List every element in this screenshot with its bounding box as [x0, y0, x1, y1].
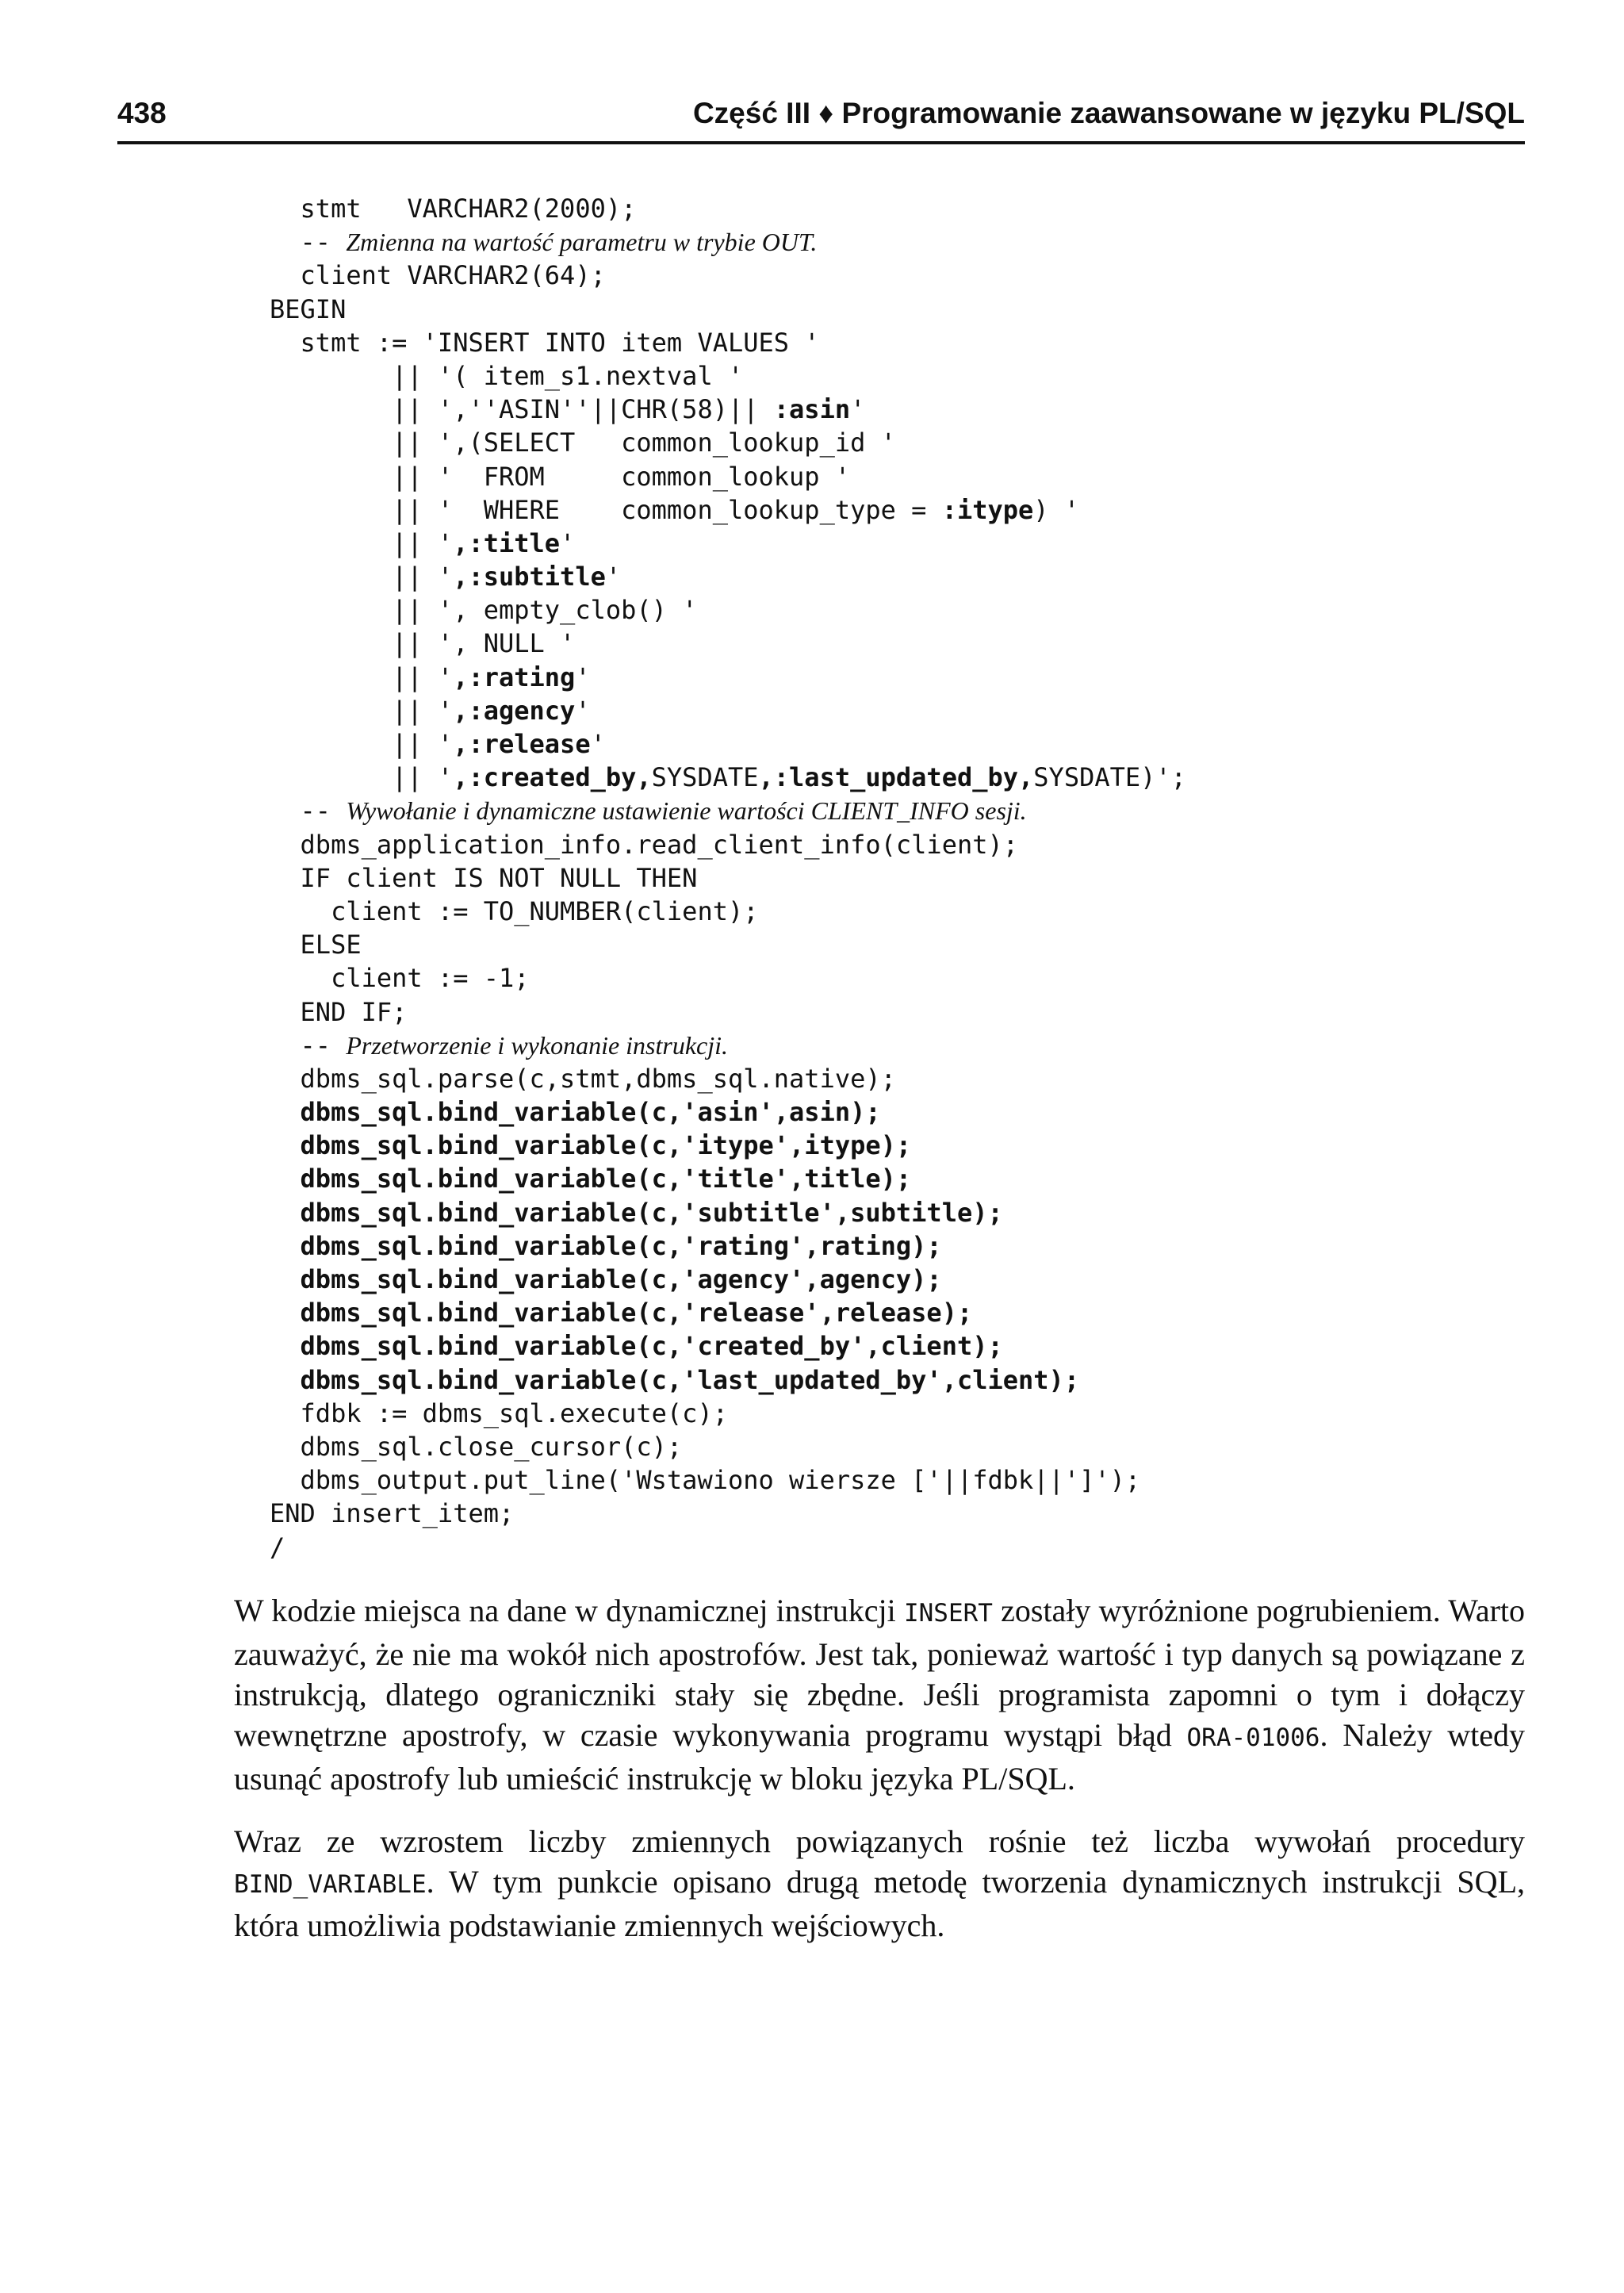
code-comment: Przetworzenie i wykonanie instrukcji.	[346, 1030, 729, 1060]
code-line	[270, 861, 1507, 895]
code-listing	[270, 192, 1507, 1564]
paragraph-text: . Należy wtedy usunąć apostrofy lub umieścić instrukcję w bloku języka PL/SQL.	[234, 1717, 1526, 1796]
code-text: || '( item_s1.nextval '	[270, 360, 744, 391]
code-line	[270, 1497, 1507, 1530]
code-text: client := -1;	[270, 963, 530, 994]
code-text: || ',(SELECT common_lookup_id '	[270, 428, 896, 458]
code-bold: :asin	[773, 394, 851, 425]
code-text: client := TO_NUMBER(client);	[270, 895, 759, 926]
code-line	[270, 1329, 1507, 1363]
code-text: '	[575, 695, 591, 726]
code-text: dbms_output.put_line('Wstawiono wiersze ['||fdbk||']');	[270, 1465, 1141, 1496]
page-header	[117, 94, 1525, 144]
code-line	[270, 794, 1507, 827]
code-line	[270, 1263, 1507, 1296]
paragraph-text: Wraz ze wzrostem liczby zmiennych powiązanych rośnie też liczba wywołań procedury	[234, 1823, 1525, 1859]
code-bold: ,:subtitle	[453, 562, 606, 592]
code-line	[270, 326, 1507, 359]
code-line	[270, 928, 1507, 961]
code-bold: dbms_sql.bind_variable(c,'itype',itype);	[270, 1130, 912, 1161]
code-line	[270, 1196, 1507, 1229]
code-text: || ' FROM common_lookup '	[270, 461, 851, 492]
code-bold: dbms_sql.bind_variable(c,'rating',rating);	[270, 1230, 942, 1261]
code-text: || '	[270, 729, 454, 759]
code-bold: dbms_sql.bind_variable(c,'subtitle',subtitle);	[270, 1197, 1003, 1228]
code-text: '	[605, 562, 622, 592]
paragraph-1	[234, 1590, 1525, 1799]
code-text: --	[270, 1030, 347, 1060]
code-bold: dbms_sql.bind_variable(c,'created_by',client);	[270, 1331, 1003, 1362]
code-bold: dbms_sql.bind_variable(c,'asin',asin);	[270, 1097, 881, 1128]
code-line	[270, 1363, 1507, 1397]
code-text: '	[575, 661, 591, 692]
code-line	[270, 1531, 1507, 1564]
code-text: END IF;	[270, 996, 408, 1027]
code-text: ) '	[1033, 494, 1080, 525]
code-line	[270, 527, 1507, 560]
code-line	[270, 1430, 1507, 1463]
inline-code: BIND_VARIABLE	[234, 1870, 427, 1899]
code-line	[270, 493, 1507, 527]
code-text: dbms_sql.parse(c,stmt,dbms_sql.native);	[270, 1063, 896, 1094]
code-bold: dbms_sql.bind_variable(c,'release',release);	[270, 1298, 973, 1329]
paragraph-text: . W tym punkcie opisano drugą metodę tworzenia dynamicznych instrukcji SQL, która umożliwia podstawianie zmiennych wejściowych.	[234, 1864, 1525, 1943]
code-line	[270, 661, 1507, 694]
page-number: 438	[117, 97, 167, 129]
code-line	[270, 727, 1507, 761]
code-text: /	[270, 1532, 285, 1563]
code-line	[270, 560, 1507, 593]
code-text: fdbk := dbms_sql.execute(c);	[270, 1398, 728, 1428]
code-bold: ,:release	[453, 729, 591, 759]
code-bold: dbms_sql.bind_variable(c,'title',title);	[270, 1164, 912, 1194]
code-text: || ' WHERE common_lookup_type =	[270, 494, 942, 525]
code-bold: ,:rating	[453, 661, 576, 692]
code-line	[270, 192, 1507, 225]
code-text: '	[590, 729, 606, 759]
code-line	[270, 1062, 1507, 1095]
code-text: || '	[270, 695, 454, 726]
code-line	[270, 259, 1507, 292]
code-line	[270, 393, 1507, 426]
code-text: || '	[270, 661, 454, 692]
code-text: --	[270, 796, 347, 826]
code-text: || ', NULL '	[270, 628, 576, 659]
code-line	[270, 1162, 1507, 1195]
code-line	[270, 1095, 1507, 1129]
paragraph-text: W kodzie miejsca na dane w dynamicznej instrukcji	[234, 1593, 904, 1628]
code-text: stmt := 'INSERT INTO item VALUES '	[270, 327, 820, 358]
code-line	[270, 1029, 1507, 1062]
code-text: IF client IS NOT NULL THEN	[270, 862, 698, 893]
code-line	[270, 1229, 1507, 1263]
code-line	[270, 1463, 1507, 1497]
code-text: || ', empty_clob() '	[270, 595, 698, 626]
code-line	[270, 460, 1507, 493]
paragraph-text: zostały wyróżnione pogrubieniem. Warto zauważyć, że nie ma wokół nich apostrofów. Jest tak, ponieważ wartość i typ danych są powiązane z instrukcją, dlatego ograniczniki stały się zbędne. Jeśli programista zapomni o tym i dołączy wewnętrzne apostrofy, w czasie wykonywania programu wystąpi błąd	[234, 1593, 1526, 1753]
code-bold: dbms_sql.bind_variable(c,'last_updated_by',client);	[270, 1364, 1080, 1395]
code-text: ELSE	[270, 930, 362, 961]
code-line	[270, 828, 1507, 861]
code-line	[270, 1397, 1507, 1430]
code-comment: Wywołanie i dynamiczne ustawienie wartości CLIENT_INFO sesji.	[346, 796, 1027, 826]
running-title: Część III ♦ Programowanie zaawansowane w języku PL/SQL	[692, 97, 1525, 129]
code-bold: ,:last_updated_by,	[758, 762, 1034, 793]
code-text: SYSDATE	[651, 762, 759, 793]
code-text: || ',''ASIN''||CHR(58)||	[270, 394, 774, 425]
code-text: '	[850, 394, 866, 425]
code-line	[270, 1296, 1507, 1329]
code-line	[270, 694, 1507, 727]
code-line	[270, 761, 1507, 794]
inline-code: INSERT	[903, 1599, 993, 1628]
code-text: dbms_application_info.read_client_info(client);	[270, 829, 1019, 860]
code-line	[270, 995, 1507, 1029]
code-line	[270, 426, 1507, 459]
code-bold: ,:title	[453, 527, 561, 558]
code-text: || '	[270, 762, 454, 793]
code-line	[270, 895, 1507, 928]
code-text: || '	[270, 562, 454, 592]
code-text: END insert_item;	[270, 1498, 515, 1529]
code-text: --	[270, 227, 347, 258]
code-line	[270, 593, 1507, 627]
code-line	[270, 359, 1507, 393]
code-text: BEGIN	[270, 293, 347, 324]
code-line	[270, 293, 1507, 326]
code-bold: ,:created_by,	[453, 762, 652, 793]
code-bold: ,:agency	[453, 695, 576, 726]
paragraph-2	[234, 1821, 1525, 1946]
inline-code: ORA-01006	[1186, 1724, 1320, 1752]
code-text: SYSDATE)';	[1033, 762, 1186, 793]
code-bold: :itype	[941, 494, 1034, 525]
code-line	[270, 961, 1507, 995]
code-text: dbms_sql.close_cursor(c);	[270, 1431, 683, 1462]
code-text: || '	[270, 527, 454, 558]
code-line	[270, 225, 1507, 259]
code-line	[270, 1129, 1507, 1162]
code-text: client VARCHAR2(64);	[270, 260, 606, 291]
code-comment: Zmienna na wartość parametru w trybie OUT.	[346, 228, 818, 257]
code-text: '	[560, 527, 576, 558]
code-line	[270, 627, 1507, 660]
code-bold: dbms_sql.bind_variable(c,'agency',agency);	[270, 1264, 942, 1294]
code-text: stmt VARCHAR2(2000);	[270, 194, 637, 224]
